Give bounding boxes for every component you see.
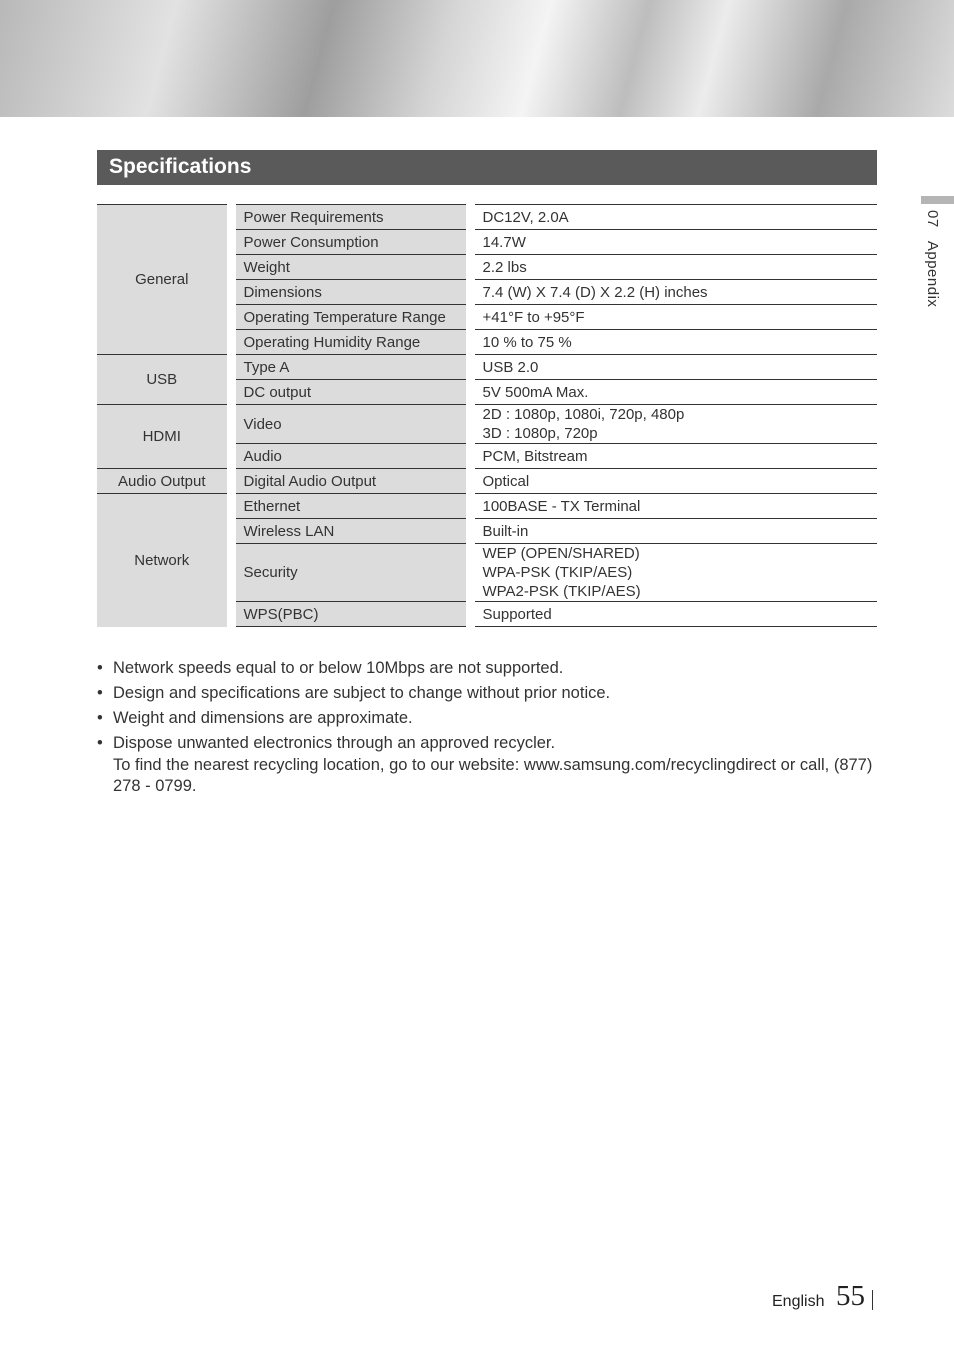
spec-item-label: Operating Humidity Range (231, 330, 470, 355)
spec-value-line: USB 2.0 (482, 358, 539, 376)
spec-value (470, 444, 877, 469)
spec-value (470, 355, 877, 380)
footer-language: English (772, 1293, 825, 1310)
spec-item-label: Video (231, 405, 470, 444)
page-number: 55 (836, 1280, 865, 1312)
spec-value-line: DC12V, 2.0A (482, 208, 569, 226)
spec-value-line: 14.7W (482, 233, 526, 251)
spec-item-label: Operating Temperature Range (231, 305, 470, 330)
spec-value-line: 7.4 (W) X 7.4 (D) X 2.2 (H) inches (482, 283, 708, 301)
spec-value (470, 405, 877, 444)
spec-item-label: Type A (231, 355, 470, 380)
spec-value (470, 602, 877, 627)
spec-item-label: Security (231, 544, 470, 602)
table-row (97, 405, 877, 444)
note-item (97, 708, 878, 730)
page-title: Specifications (109, 155, 252, 178)
spec-value (470, 380, 877, 405)
bullet-icon: • (97, 684, 103, 702)
spec-item-label: DC output (231, 380, 470, 405)
spec-group-label: General (97, 205, 231, 355)
note-detail-text: To find the nearest recycling location, go to our website: www.samsung.com/recyclingdirect or call, (877) 278 - 0799. (113, 755, 873, 795)
spec-item-label: Digital Audio Output (231, 469, 470, 494)
header-banner-image (0, 0, 954, 117)
spec-value (470, 330, 877, 355)
note-item (97, 658, 878, 680)
spec-group-label: Network (97, 494, 231, 627)
spec-value-line: +41°F to +95°F (482, 308, 585, 326)
spec-value-line: 5V 500mA Max. (482, 383, 589, 401)
spec-item-label: Power Consumption (231, 230, 470, 255)
spec-value-line: Supported (482, 605, 552, 623)
spec-item-label: Dimensions (231, 280, 470, 305)
spec-value-line: Optical (482, 472, 530, 490)
spec-value (470, 494, 877, 519)
spec-value (470, 519, 877, 544)
note-text: Weight and dimensions are approximate. (113, 709, 413, 727)
spec-value (470, 544, 877, 602)
spec-value (470, 305, 877, 330)
spec-item-label: Wireless LAN (231, 519, 470, 544)
note-item (97, 733, 878, 798)
spec-value (470, 280, 877, 305)
note-text: Design and specifications are subject to change without prior notice. (113, 684, 611, 702)
note-text: Dispose unwanted electronics through an approved recycler. (113, 734, 556, 752)
spec-value-line: 100BASE - TX Terminal (482, 497, 641, 515)
table-row (97, 205, 877, 230)
note-item (97, 683, 878, 705)
spec-group-label: HDMI (97, 405, 231, 469)
spec-value-line: WEP (OPEN/SHARED) (482, 545, 640, 562)
spec-value-line: WPA2-PSK (TKIP/AES) (482, 583, 641, 600)
spec-value (470, 230, 877, 255)
footer-divider (872, 1290, 873, 1310)
note-text: Network speeds equal to or below 10Mbps are not supported. (113, 659, 564, 677)
bullet-icon: • (97, 734, 103, 752)
spec-value (470, 205, 877, 230)
spec-value (470, 469, 877, 494)
spec-item-label: Power Requirements (231, 205, 470, 230)
spec-group-label: USB (97, 355, 231, 405)
spec-value-line: PCM, Bitstream (482, 447, 588, 465)
spec-item-label: Audio (231, 444, 470, 469)
specifications-table (97, 204, 877, 627)
spec-group-label: Audio Output (97, 469, 231, 494)
spec-value-line: WPA-PSK (TKIP/AES) (482, 564, 633, 581)
notes-list (97, 658, 878, 801)
table-row (97, 494, 877, 519)
spec-item-label: WPS(PBC) (231, 602, 470, 627)
spec-value-line: 2D : 1080p, 1080i, 720p, 480p (482, 406, 685, 423)
bullet-icon: • (97, 659, 103, 677)
section-title-bar (97, 150, 877, 185)
table-row (97, 469, 877, 494)
table-row (97, 355, 877, 380)
spec-value-line: 10 % to 75 % (482, 333, 572, 351)
bullet-icon: • (97, 709, 103, 727)
chapter-tab-marker (921, 196, 954, 204)
chapter-side-label: 07 Appendix (924, 210, 941, 308)
spec-value-line: 3D : 1080p, 720p (482, 425, 598, 442)
spec-value-line: 2.2 lbs (482, 258, 527, 276)
spec-value (470, 255, 877, 280)
spec-item-label: Weight (231, 255, 470, 280)
spec-item-label: Ethernet (231, 494, 470, 519)
spec-value-line: Built-in (482, 522, 529, 540)
